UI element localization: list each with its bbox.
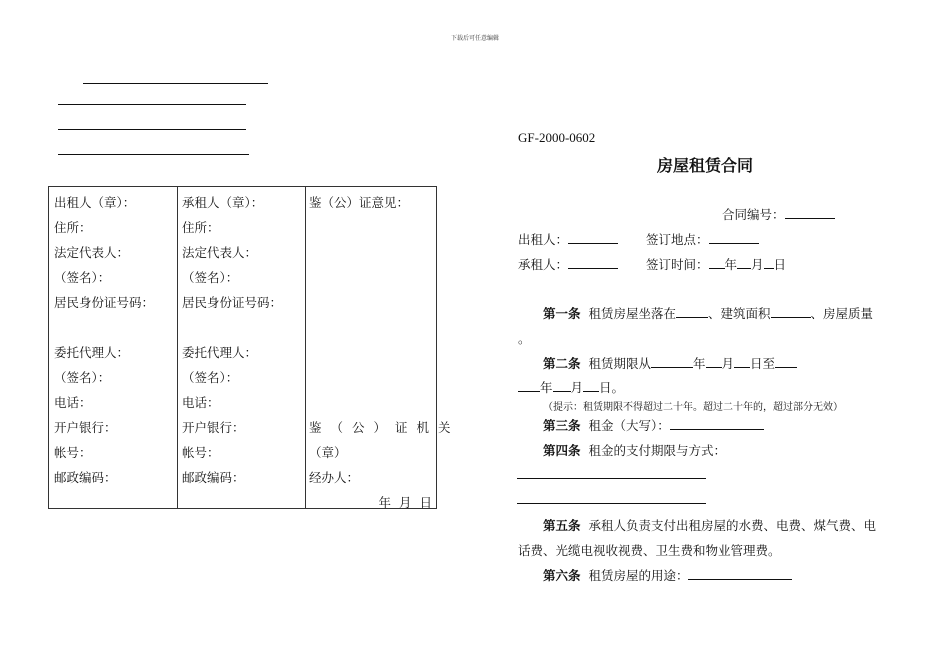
end-day-field[interactable] (583, 380, 599, 392)
sign-place-field[interactable] (709, 232, 759, 244)
article-2-label: 第二条 (543, 356, 581, 371)
notary-org-label: 鉴（公）证机关 (309, 420, 460, 435)
area-field[interactable] (771, 306, 811, 318)
start-year-field[interactable] (651, 356, 693, 368)
lessee-seal-label: 承租人（章）： (182, 195, 264, 210)
year-label: 年 (724, 257, 738, 272)
lessor-legal-rep-label: 法定代表人： (54, 245, 130, 260)
article-1-text-3: 、房屋质量 (810, 306, 874, 321)
lessor-label: 出租人： (518, 232, 569, 247)
end-month-label: 月 (570, 380, 584, 395)
article-1-text-1: 租赁房屋坐落在 (588, 306, 676, 321)
payment-line-1[interactable] (517, 478, 706, 479)
end-field-a[interactable] (775, 356, 797, 368)
contract-no-field[interactable] (785, 207, 835, 219)
lessor-seal-label: 出租人（章）： (54, 195, 136, 210)
lessor-sign-label: （签名）： (54, 270, 111, 285)
lessor-postcode-label: 邮政编码： (54, 470, 117, 485)
lessor-bank-label: 开户银行： (54, 420, 117, 435)
contract-no-label: 合同编号： (722, 207, 785, 222)
lessee-row (518, 255, 618, 273)
sign-month-field[interactable] (737, 257, 751, 269)
payment-line-2[interactable] (517, 503, 706, 504)
article-3-text: 租金（大写）： (588, 418, 670, 433)
document-code: GF-2000-0602 (518, 130, 596, 145)
lessor-id-label: 居民身份证号码： (54, 295, 155, 310)
start-month-field[interactable] (706, 356, 722, 368)
notary-column (305, 187, 460, 510)
rent-amount-field[interactable] (670, 418, 764, 430)
article-2-hint: （提示：租赁期限不得超过二十年。超过二十年的，超过部分无效） (543, 402, 843, 413)
header-note: 下载后可任意编辑 (450, 35, 499, 42)
notary-opinion-label: 鉴（公）证意见： (309, 195, 410, 210)
month-label: 月 (751, 257, 764, 272)
article-6-label: 第六条 (543, 568, 581, 583)
lessor-field[interactable] (568, 232, 618, 244)
day-label: 日 (773, 257, 787, 272)
article-5-text-1: 承租人负责支付出租房屋的水费、电费、煤气费、电 (588, 518, 876, 533)
article-1 (543, 304, 873, 322)
lessee-label: 承租人： (518, 257, 569, 272)
location-field[interactable] (676, 306, 708, 318)
lessee-account-label: 帐号： (182, 445, 220, 460)
sign-place-row (646, 230, 759, 248)
end-year-label: 年 (540, 380, 553, 395)
sign-time-row (646, 255, 786, 273)
lessee-postcode-label: 邮政编码： (182, 470, 245, 485)
lessee-column (177, 187, 306, 508)
article-6 (543, 566, 792, 584)
article-4-text: 租金的支付期限与方式： (588, 443, 726, 458)
signature-table (48, 186, 460, 510)
article-4 (543, 441, 726, 459)
blank-line-4 (58, 154, 249, 155)
start-day-label: 日至 (750, 356, 776, 371)
sign-year-field[interactable] (709, 257, 725, 269)
article-5-text-2: 话费、光缆电视收视费、卫生费和物业管理费。 (518, 543, 781, 558)
notary-handler-label: 经办人： (309, 470, 360, 485)
lessee-bank-label: 开户银行： (182, 420, 245, 435)
blank-line-1 (83, 83, 268, 84)
start-year-label: 年 (692, 356, 706, 371)
article-2-text: 租赁期限从 (588, 356, 651, 371)
end-month-field[interactable] (553, 380, 571, 392)
end-day-label: 日。 (599, 380, 625, 395)
sign-day-field[interactable] (764, 257, 774, 269)
notary-date-label: 年 月 日 (378, 495, 432, 510)
blank-line-2 (58, 104, 246, 105)
page-title: 房屋租赁合同 (656, 156, 753, 175)
lessee-agent-sign-label: （签名）： (182, 370, 239, 385)
article-2-line-2 (518, 378, 624, 396)
article-3-label: 第三条 (543, 418, 581, 433)
article-2 (543, 354, 797, 372)
sign-place-label: 签订地点： (646, 232, 709, 247)
blank-line-3 (58, 129, 246, 130)
lessor-agent-sign-label: （签名）： (54, 370, 111, 385)
lessee-address-label: 住所： (182, 220, 220, 235)
usage-field[interactable] (688, 568, 792, 580)
lessor-row (518, 230, 618, 248)
lessor-phone-label: 电话： (54, 395, 92, 410)
end-year-field[interactable] (518, 380, 540, 392)
start-month-label: 月 (721, 356, 735, 371)
article-3 (543, 416, 764, 434)
article-6-text: 租赁房屋的用途： (588, 568, 689, 583)
lessor-account-label: 帐号： (54, 445, 92, 460)
lessee-sign-label: （签名）： (182, 270, 239, 285)
lessee-id-label: 居民身份证号码： (182, 295, 283, 310)
notary-seal-label: （章） (309, 445, 347, 460)
lessee-agent-label: 委托代理人： (182, 345, 258, 360)
article-1-text-2: 、建筑面积 (707, 306, 771, 321)
article-5 (543, 516, 876, 534)
article-1-end: 。 (518, 331, 531, 346)
lessor-agent-label: 委托代理人： (54, 345, 130, 360)
lessee-phone-label: 电话： (182, 395, 220, 410)
lessee-legal-rep-label: 法定代表人： (182, 245, 258, 260)
contract-no-row (722, 205, 835, 223)
lessor-column (49, 187, 178, 508)
sign-time-label: 签订时间： (646, 257, 709, 272)
lessee-field[interactable] (568, 257, 618, 269)
article-5-label: 第五条 (543, 518, 581, 533)
lessor-address-label: 住所： (54, 220, 92, 235)
article-4-label: 第四条 (543, 443, 581, 458)
start-day-field[interactable] (734, 356, 750, 368)
article-1-label: 第一条 (543, 306, 581, 321)
